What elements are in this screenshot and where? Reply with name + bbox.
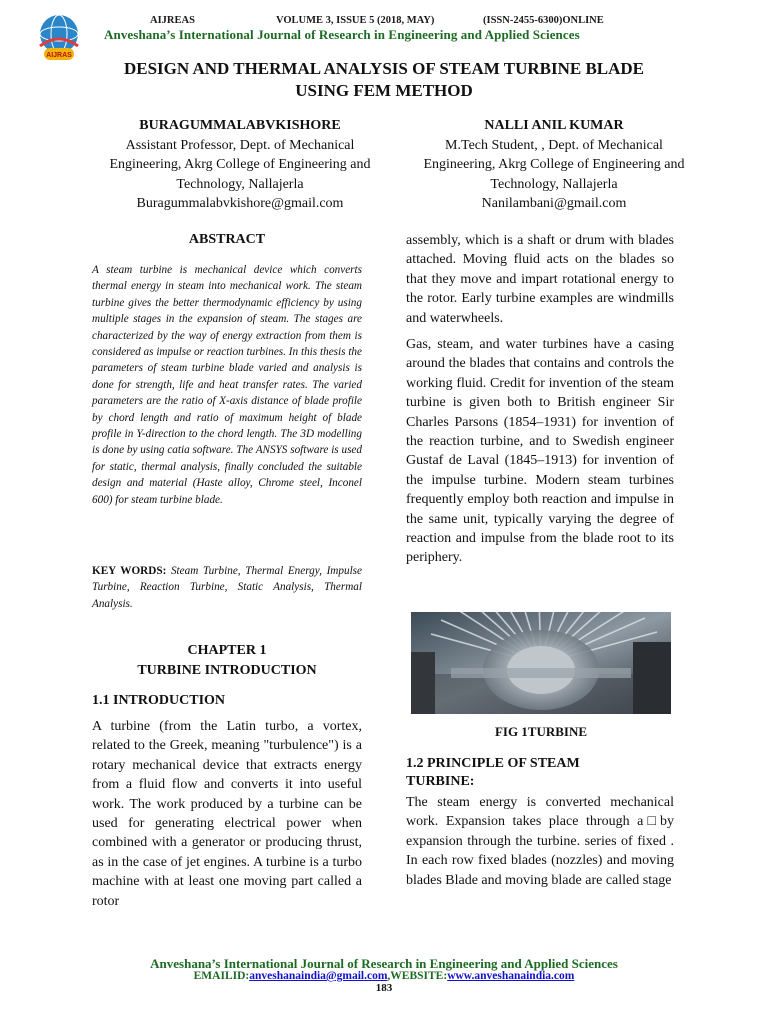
author-1-affil-2: Engineering, Akrg College of Engineering and xyxy=(109,157,371,172)
principle-paragraph: The steam energy is converted mechanical work. Expansion takes place through a□by expansion through the turbine. series of fixed . In each row fixed blades (nozzles) and moving blades Blade and moving blade are called stage xyxy=(406,795,674,888)
title-line-1: DESIGN AND THERMAL ANALYSIS OF STEAM TURBINE BLADE xyxy=(123,59,645,78)
title-line-2: USING FEM METHOD xyxy=(295,81,473,100)
email-link[interactable]: anveshanaindia@gmail.com xyxy=(249,970,388,982)
website-link[interactable]: www.anveshanaindia.com xyxy=(447,970,575,982)
author-2 xyxy=(404,116,704,214)
author-1-affil-1: Assistant Professor, Dept. of Mechanical xyxy=(125,137,355,153)
email-label: EMAILID: xyxy=(193,970,250,982)
header-journal-name: Anveshana’s International Journal of Research in Engineering and Applied Sciences xyxy=(104,27,580,42)
author-2-name: NALLI ANIL KUMAR xyxy=(484,118,624,133)
author-1-name: BURAGUMMALABVKISHORE xyxy=(139,118,341,133)
right-paragraph-2: Gas, steam, and water turbines have a casing around the blades that contains and controls the working fluid. Credit for invention of the steam turbine is given both to British engineer Sir Charles Parsons (1854–1931) for invention of the reaction turbine, and to Swedish engineer Gustaf de Laval (1845–1913) for invention of the impulse turbine. Modern steam turbines frequently employ both reaction and impulse in the same unit, typically varying the degree of reaction and impulse from the blade root to its periphery. xyxy=(406,337,674,566)
keywords xyxy=(92,563,362,612)
author-2-affil-3: Technology, Nallajerla xyxy=(490,176,618,192)
turbine-figure xyxy=(411,612,671,714)
author-1-affil-3: Technology, Nallajerla xyxy=(176,176,304,192)
author-2-affil-2: Engineering, Akrg College of Engineering and xyxy=(423,157,685,172)
author-1-email: Buragummalabvkishore@gmail.com xyxy=(136,196,344,211)
volume-issue: VOLUME 3, ISSUE 5 (2018, MAY) xyxy=(276,15,435,26)
logo-text: AIJRAS xyxy=(46,52,72,59)
journal-abbr: AIJREAS xyxy=(150,15,195,26)
intro-paragraph: A turbine (from the Latin turbo, a vortex, related to the Greek, meaning "turbulence") is a rotary mechanical device that extracts energy from a fluid flow and converts it into useful work. The work produced by a turbine can be used for generating electrical power when combined with a generator or producing thrust, as in the case of jet engines. A turbine is a turbo machine with at least one moving part called a rotor xyxy=(92,719,362,909)
section-1-1-heading: 1.1 INTRODUCTION xyxy=(92,693,226,708)
chapter-number: CHAPTER 1 xyxy=(187,643,267,658)
page-number: 183 xyxy=(375,982,393,994)
author-1 xyxy=(90,116,390,214)
section-1-2-heading xyxy=(406,755,580,791)
author-2-affil-1: M.Tech Student, , Dept. of Mechanical xyxy=(445,137,663,153)
author-2-email: Nanilambani@gmail.com xyxy=(481,196,627,211)
issn: (ISSN-2455-6300)ONLINE xyxy=(483,15,604,26)
keywords-text: Steam Turbine, Thermal Energy, Impulse Turbine, Reaction Turbine, Static Analysis, Thermal Analysis. xyxy=(92,565,362,610)
figure-caption: FIG 1TURBINE xyxy=(494,724,588,739)
paper-title xyxy=(0,58,768,102)
abstract-heading: ABSTRACT xyxy=(188,232,266,247)
section-1-2-heading-line-2: TURBINE: xyxy=(406,774,475,789)
keywords-label: KEY WORDS: xyxy=(92,565,167,577)
section-1-2-heading-line-1: 1.2 PRINCIPLE OF STEAM xyxy=(406,756,580,771)
abstract-text: A steam turbine is mechanical device which converts thermal energy in steam into mechanical work. The steam turbine gives the better thermodynamic efficiency by using multiple stages in the expansion of steam. The stages are characterized by the way of energy extraction from them is considered as impulse or reaction turbines. In this thesis the parameters of steam turbine blade varied and analysis is done for strength, life and heat transfer rates. The varied parameters are the ratio of X-axis distance of blade profile by chord length and ratio of maximum height of blade profile in Y-direction to the chord length. The 3D modelling is done by using catia software. The ANSYS software is used for static, thermal analysis, finally concluded the suitable design and material (Haste alloy, Chrome steel, Inconel 600) for steam turbine blade. xyxy=(92,264,362,506)
right-paragraph-1: assembly, which is a shaft or drum with blades attached. Moving fluid acts on the blades so that they move and impart rotational energy to the rotor. Early turbine examples are windmills and waterwheels. xyxy=(406,233,674,326)
chapter-heading xyxy=(92,641,362,681)
website-label: ,WEBSITE: xyxy=(387,970,448,982)
footer-journal-name: Anveshana’s International Journal of Research in Engineering and Applied Sciences xyxy=(150,956,618,971)
footer-contact xyxy=(0,970,768,982)
chapter-title: TURBINE INTRODUCTION xyxy=(137,663,317,678)
